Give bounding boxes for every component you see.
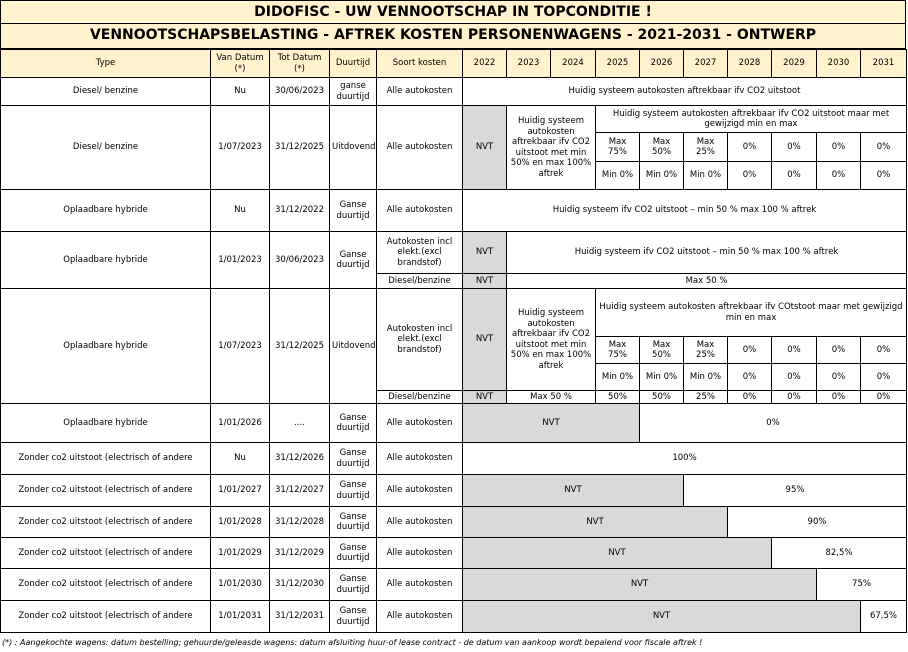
cell-value: 0% [861,337,907,364]
cell-max: Max 75% [596,133,640,162]
cell-duur: Ganse duurtijd [330,190,377,232]
cell-value: 0% [772,391,817,404]
cell-type: Diesel/ benzine [1,106,211,190]
table-row [1,190,907,232]
cell-value: 0% [640,404,907,443]
cell-value: 0% [817,364,861,391]
cell-value: 0% [817,162,861,190]
header-year: 2025 [596,50,640,78]
cell-soort: Alle autokosten [377,443,463,475]
cell-van: 1/01/2031 [211,601,270,633]
cell-soort: Alle autokosten [377,106,463,190]
header-year: 2023 [507,50,551,78]
cell-min: Min 0% [640,162,684,190]
cell-tot: 31/12/2031 [270,601,330,633]
cell-value: 0% [728,337,772,364]
cell-soort: Alle autokosten [377,569,463,601]
header-row [1,50,907,78]
cell-type: Zonder co2 uitstoot (electrisch of andere [1,507,211,538]
cell-tot: .... [270,404,330,443]
cell-van: 1/01/2027 [211,475,270,507]
cell-value: 0% [861,133,907,162]
cell-nvt: NVT [463,106,507,190]
cell-soort: Alle autokosten [377,538,463,569]
header-year: 2027 [684,50,728,78]
cell-regime: Max 50 % [507,391,596,404]
cell-duur: Uitdovend [330,106,377,190]
cell-value: 0% [817,391,861,404]
cell-value: 0% [728,391,772,404]
cell-duur: Ganse duurtijd [330,475,377,507]
table-row [1,106,907,133]
cell-nvt: NVT [463,232,507,274]
header-year: 2029 [772,50,817,78]
cell-max: Max 25% [684,337,728,364]
cell-type: Zonder co2 uitstoot (electrisch of andere [1,569,211,601]
cell-type: Oplaadbare hybride [1,404,211,443]
cell-type: Diesel/ benzine [1,78,211,106]
cell-tot: 31/12/2022 [270,190,330,232]
cell-tot: 30/06/2023 [270,232,330,289]
cell-tot: 31/12/2028 [270,507,330,538]
cell-value: 0% [817,337,861,364]
cell-value: 0% [772,364,817,391]
header-tot-datum: Tot Datum (*) [270,50,330,78]
cell-value: 75% [817,569,907,601]
cell-duur: Ganse duurtijd [330,443,377,475]
header-year: 2030 [817,50,861,78]
cell-van: 1/07/2023 [211,106,270,190]
cell-soort: Diesel/benzine [377,391,463,404]
cell-min: Min 0% [596,162,640,190]
header-soort-kosten: Soort kosten [377,50,463,78]
cell-type: Zonder co2 uitstoot (electrisch of andere [1,475,211,507]
cell-nvt: NVT [463,289,507,391]
table-row [1,538,907,569]
cell-value: 90% [728,507,907,538]
cell-duur: ganse duurtijd [330,78,377,106]
cell-van: Nu [211,190,270,232]
cell-nvt: NVT [463,569,817,601]
cell-soort: Alle autokosten [377,601,463,633]
header-year: 2026 [640,50,684,78]
cell-max: Max 50% [640,337,684,364]
cell-value: 25% [684,391,728,404]
cell-van: Nu [211,443,270,475]
cell-regime: Huidig systeem ifv CO2 uitstoot – min 50 % max 100 % aftrek [463,190,907,232]
cell-tot: 30/06/2023 [270,78,330,106]
cell-van: 1/01/2029 [211,538,270,569]
cell-regime: Huidig systeem ifv CO2 uitstoot – min 50 % max 100 % aftrek [507,232,907,274]
cell-value: 82,5% [772,538,907,569]
cell-value: 0% [728,162,772,190]
cell-regime: Huidig systeem autokosten aftrekbaar ifv CO2 uitstoot met min 50% en max 100% aftrek [507,106,596,190]
cell-soort: Autokosten incl elekt.(excl brandstof) [377,232,463,274]
main-title: DIDOFISC - UW VENNOOTSCHAP IN TOPCONDITIE ! [0,0,906,24]
cell-regime: Huidig systeem autokosten aftrekbaar ifv CO2 uitstoot [463,78,907,106]
footnote: (*) : Aangekochte wagens: datum bestelling; gehuurde/geleasde wagens: datum afsluiting huur-of lease contract - de datum van aankoop wordt bepalend voor fiscale aftrek ! [2,638,703,647]
cell-regime: Huidig systeem autokosten aftrekbaar ifv CO2 uitstoot met min 50% en max 100% aftrek [507,289,596,391]
table-row [1,507,907,538]
cell-van: 1/01/2026 [211,404,270,443]
cell-soort: Alle autokosten [377,190,463,232]
cell-value: 0% [728,364,772,391]
cell-max: Max 25% [684,133,728,162]
header-duurtijd: Duurtijd [330,50,377,78]
cell-type: Zonder co2 uitstoot (electrisch of andere [1,601,211,633]
cell-soort: Alle autokosten [377,78,463,106]
cell-value: 67,5% [861,601,907,633]
cell-value: 0% [861,391,907,404]
header-year: 2028 [728,50,772,78]
cell-van: 1/01/2030 [211,569,270,601]
cell-duur: Ganse duurtijd [330,404,377,443]
cell-soort: Alle autokosten [377,404,463,443]
header-year: 2031 [861,50,907,78]
cell-van: 1/07/2023 [211,289,270,404]
cell-min: Min 0% [684,364,728,391]
cell-type: Zonder co2 uitstoot (electrisch of andere [1,538,211,569]
cell-soort: Alle autokosten [377,507,463,538]
cell-nvt: NVT [463,475,684,507]
cell-value: 0% [772,337,817,364]
header-year: 2024 [551,50,596,78]
cell-min: Min 0% [640,364,684,391]
cell-type: Oplaadbare hybride [1,190,211,232]
cell-value: 0% [861,364,907,391]
cell-soort: Alle autokosten [377,475,463,507]
cell-tot: 31/12/2025 [270,106,330,190]
table-row [1,569,907,601]
cell-soort: Autokosten incl elekt.(excl brandstof) [377,289,463,391]
cell-tot: 31/12/2026 [270,443,330,475]
header-type: Type [1,50,211,78]
cell-tot: 31/12/2030 [270,569,330,601]
cell-max: Max 50% [640,133,684,162]
table-row [1,601,907,633]
cell-min: Min 0% [596,364,640,391]
cell-duur: Ganse duurtijd [330,538,377,569]
cell-value: 0% [861,162,907,190]
table-row [1,443,907,475]
cell-van: 1/01/2028 [211,507,270,538]
cell-value: 0% [772,133,817,162]
table-row [1,475,907,507]
cell-van: 1/01/2023 [211,232,270,289]
cell-type: Oplaadbare hybride [1,232,211,289]
cell-duur: Ganse duurtijd [330,232,377,289]
cell-type: Zonder co2 uitstoot (electrisch of andere [1,443,211,475]
cell-tot: 31/12/2025 [270,289,330,404]
table-row [1,78,907,106]
cell-duur: Ganse duurtijd [330,601,377,633]
cell-nvt: NVT [463,507,728,538]
cell-nvt: NVT [463,391,507,404]
cell-duur: Uitdovend [330,289,377,404]
cell-min: Min 0% [684,162,728,190]
cell-type: Oplaadbare hybride [1,289,211,404]
table-row [1,232,907,274]
cell-max: Max 75% [596,337,640,364]
cell-nvt: NVT [463,274,507,289]
cell-regime: Huidig systeem autokosten aftrekbaar ifv COtstoot maar met gewijzigd min en max [596,289,907,337]
cell-duur: Ganse duurtijd [330,569,377,601]
header-van-datum: Van Datum (*) [211,50,270,78]
cell-value: 0% [817,133,861,162]
cell-value: 0% [772,162,817,190]
cell-value: 95% [684,475,907,507]
table-row [1,404,907,443]
cell-tot: 31/12/2027 [270,475,330,507]
cell-regime: Huidig systeem autokosten aftrekbaar ifv CO2 uitstoot maar met gewijzigd min en max [596,106,907,133]
cell-duur: Ganse duurtijd [330,507,377,538]
table-row [1,289,907,337]
cell-nvt: NVT [463,538,772,569]
cell-regime: Max 50 % [507,274,907,289]
cell-van: Nu [211,78,270,106]
cell-tot: 31/12/2029 [270,538,330,569]
cell-nvt: NVT [463,601,861,633]
header-year: 2022 [463,50,507,78]
cell-value: 50% [640,391,684,404]
cell-nvt: NVT [463,404,640,443]
cell-value: 50% [596,391,640,404]
cell-value: 100% [463,443,907,475]
cell-soort: Diesel/benzine [377,274,463,289]
deduction-table [0,49,907,633]
cell-value: 0% [728,133,772,162]
sub-title: VENNOOTSCHAPSBELASTING - AFTREK KOSTEN PERSONENWAGENS - 2021-2031 - ONTWERP [0,24,906,49]
